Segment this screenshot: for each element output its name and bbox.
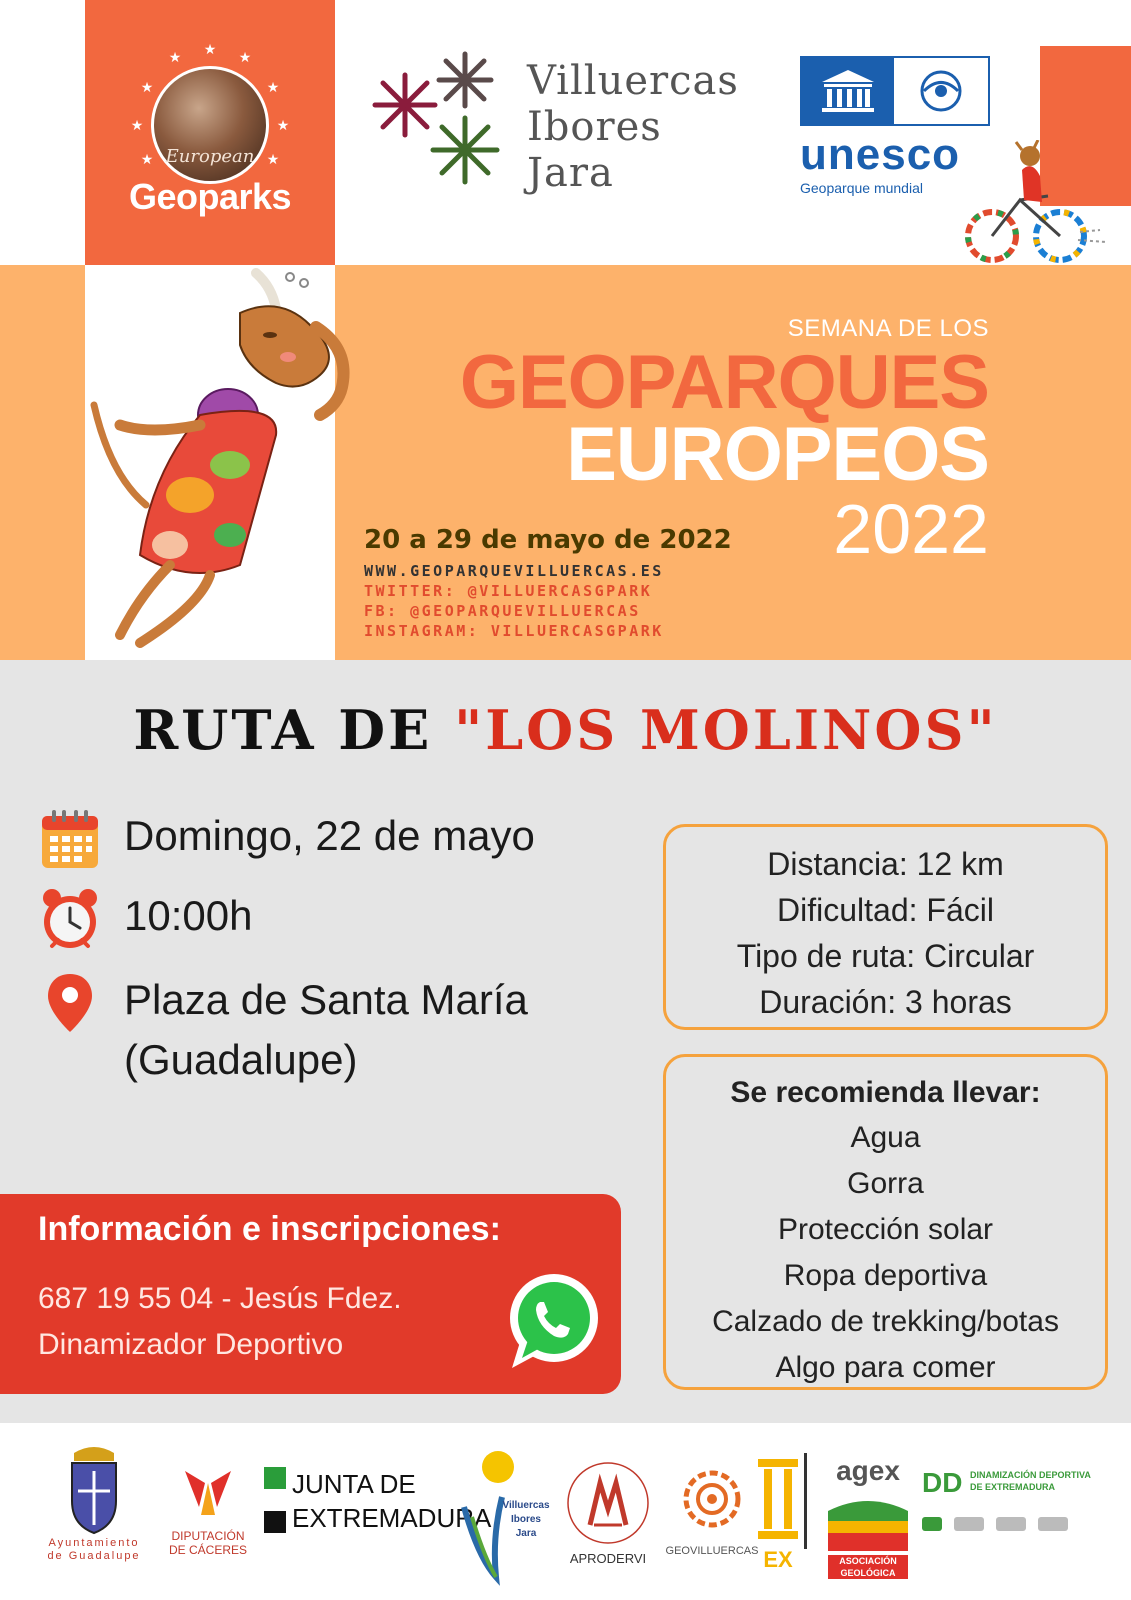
goat-mascot-icon	[80, 265, 370, 660]
event-time: 10:00h	[124, 892, 253, 939]
banner-title-line2: EUROPEOS	[566, 412, 989, 497]
diputacion-label-1: DIPUTACIÓN	[171, 1529, 245, 1543]
dd-label-2: DE EXTREMADURA	[970, 1482, 1056, 1492]
unesco-subtitle: Geoparque mundial	[800, 180, 923, 196]
info-role: Dinamizador Deportivo	[38, 1328, 344, 1361]
agex-logo	[828, 1455, 908, 1585]
svg-text:★: ★	[130, 118, 144, 134]
svg-text:★: ★	[276, 118, 290, 134]
geovilluercas-label: GEOVILLUERCAS	[665, 1545, 759, 1557]
unesco-flag	[800, 56, 990, 126]
mancomunidad-vij-logo	[458, 1437, 554, 1587]
recommendation-item: Gorra	[847, 1167, 924, 1200]
info-registration-panel	[0, 1194, 621, 1394]
banner-title-line1: GEOPARQUES	[459, 340, 989, 425]
vij-line3: Jara	[527, 150, 614, 196]
recommendations-box	[663, 1054, 1108, 1390]
agex-sublabel: ASOCIACIÓN GEOLÓGICA	[828, 1555, 908, 1579]
route-details-box	[663, 824, 1108, 1030]
ayuntamiento-label-2: de Guadalupe	[47, 1550, 141, 1562]
event-week-banner	[0, 265, 1131, 660]
map-pin-icon	[38, 970, 102, 1036]
geoparks-name: Geoparks	[128, 176, 292, 217]
aprodervi-emblem-icon	[560, 1459, 656, 1549]
geoparque-globe-icon	[894, 58, 988, 124]
info-contact[interactable]: 687 19 55 04 - Jesús Fdez.	[38, 1282, 402, 1315]
svg-text:★: ★	[168, 50, 182, 66]
partner-mark-icon	[922, 1517, 942, 1531]
ayuntamiento-label-1: Ayuntamiento	[48, 1537, 140, 1549]
vij-line2: Ibores	[527, 104, 662, 150]
svg-text:★: ★	[238, 50, 252, 66]
event-time-row	[38, 886, 252, 952]
svg-text:★: ★	[203, 42, 217, 58]
unesco-temple-icon	[802, 58, 894, 124]
european-geoparks-logo	[85, 0, 335, 265]
mancomunidad-label-1: Villuercas	[502, 1500, 550, 1511]
social-links	[364, 561, 664, 641]
aprodervi-label: APRODERVI	[569, 1551, 647, 1566]
junta-label-1: JUNTA DE	[292, 1469, 416, 1499]
cyclist-illustration-icon	[960, 140, 1110, 265]
recommendation-item: Calzado de trekking/botas	[712, 1305, 1059, 1338]
route-distance: Distancia: 12 km	[767, 846, 1004, 882]
event-place-row	[38, 970, 528, 1090]
dd-partner-marks	[922, 1517, 1082, 1537]
event-date-row	[38, 806, 535, 872]
svg-text:★: ★	[266, 80, 280, 96]
svg-text:★: ★	[266, 152, 280, 168]
recommendation-item: Algo para comer	[775, 1351, 996, 1384]
event-title	[0, 698, 1131, 762]
uex-label: EX	[763, 1547, 793, 1572]
alarm-clock-icon	[38, 886, 102, 952]
uex-logo	[752, 1453, 812, 1583]
sponsors-footer	[0, 1423, 1131, 1600]
partner-mark-icon	[1038, 1517, 1068, 1531]
recommendation-item: Protección solar	[777, 1213, 994, 1246]
agex-label: agex	[836, 1455, 900, 1486]
banner-year: 2022	[833, 490, 989, 568]
mancomunidad-label-3: Jara	[515, 1528, 537, 1539]
recommendations-heading: Se recomienda llevar:	[730, 1076, 1041, 1109]
junta-green-square	[264, 1467, 286, 1489]
recommendation-item: Ropa deportiva	[783, 1259, 988, 1292]
website-link[interactable]: WWW.GEOPARQUEVILLUERCAS.ES	[364, 562, 664, 580]
banner-dates: 20 a 29 de mayo de 2022	[364, 525, 732, 555]
svg-text:★: ★	[140, 152, 154, 168]
event-place	[124, 970, 528, 1090]
banner-pretitle: SEMANA DE LOS	[787, 315, 989, 342]
route-duration: Duración: 3 horas	[759, 984, 1012, 1020]
twitter-link[interactable]: TWITTER: @VILLUERCASGPARK	[364, 582, 653, 600]
dd-mark-icon: DD	[922, 1467, 963, 1498]
geovilluercas-sun-icon	[662, 1459, 762, 1539]
vij-line1: Villuercas	[527, 58, 739, 104]
diputacion-caceres-logo	[165, 1463, 251, 1573]
agex-strata-icon	[828, 1491, 908, 1551]
coat-of-arms-icon	[34, 1441, 154, 1541]
geoparks-european-label: European	[165, 146, 255, 167]
calendar-icon	[38, 806, 102, 872]
dinamizacion-deportiva-logo	[922, 1467, 1092, 1567]
whatsapp-icon[interactable]	[498, 1268, 604, 1374]
instagram-link[interactable]: INSTAGRAM: VILLUERCASGPARK	[364, 622, 664, 640]
ayuntamiento-guadalupe-logo	[34, 1441, 154, 1581]
recommendation-item: Agua	[850, 1121, 921, 1154]
geovilluercas-logo	[662, 1459, 762, 1579]
event-title-prefix: RUTA DE	[133, 698, 455, 762]
junta-black-square	[264, 1511, 286, 1533]
junta-label-2: EXTREMADURA	[292, 1503, 492, 1533]
partner-mark-icon	[996, 1517, 1026, 1531]
unesco-wordmark: unesco	[800, 130, 961, 179]
svg-text:★: ★	[140, 80, 154, 96]
route-difficulty: Dificultad: Fácil	[777, 892, 994, 928]
diputacion-label-2: DE CÁCERES	[168, 1543, 248, 1557]
header	[0, 0, 1131, 265]
facebook-link[interactable]: FB: @GEOPARQUEVILLUERCAS	[364, 602, 641, 620]
event-date: Domingo, 22 de mayo	[124, 812, 535, 859]
villuercas-plant-icon	[370, 50, 520, 200]
event-title-highlight: "LOS MOLINOS"	[454, 698, 998, 762]
mancomunidad-label-2: Ibores	[510, 1514, 541, 1525]
route-type: Tipo de ruta: Circular	[736, 938, 1035, 974]
junta-extremadura-logo	[262, 1461, 492, 1541]
event-place-line2: (Guadalupe)	[124, 1036, 358, 1083]
diputacion-emblem-icon	[165, 1463, 251, 1523]
info-heading: Información e inscripciones:	[38, 1210, 501, 1248]
event-details-section	[0, 660, 1131, 1423]
villuercas-ibores-jara-logo	[527, 58, 739, 196]
aprodervi-logo	[560, 1459, 656, 1579]
partner-mark-icon	[954, 1517, 984, 1531]
event-place-line1: Plaza de Santa María	[124, 976, 528, 1023]
uex-column-icon	[752, 1453, 812, 1549]
dd-label-1: DINAMIZACIÓN DEPORTIVA	[970, 1470, 1091, 1480]
